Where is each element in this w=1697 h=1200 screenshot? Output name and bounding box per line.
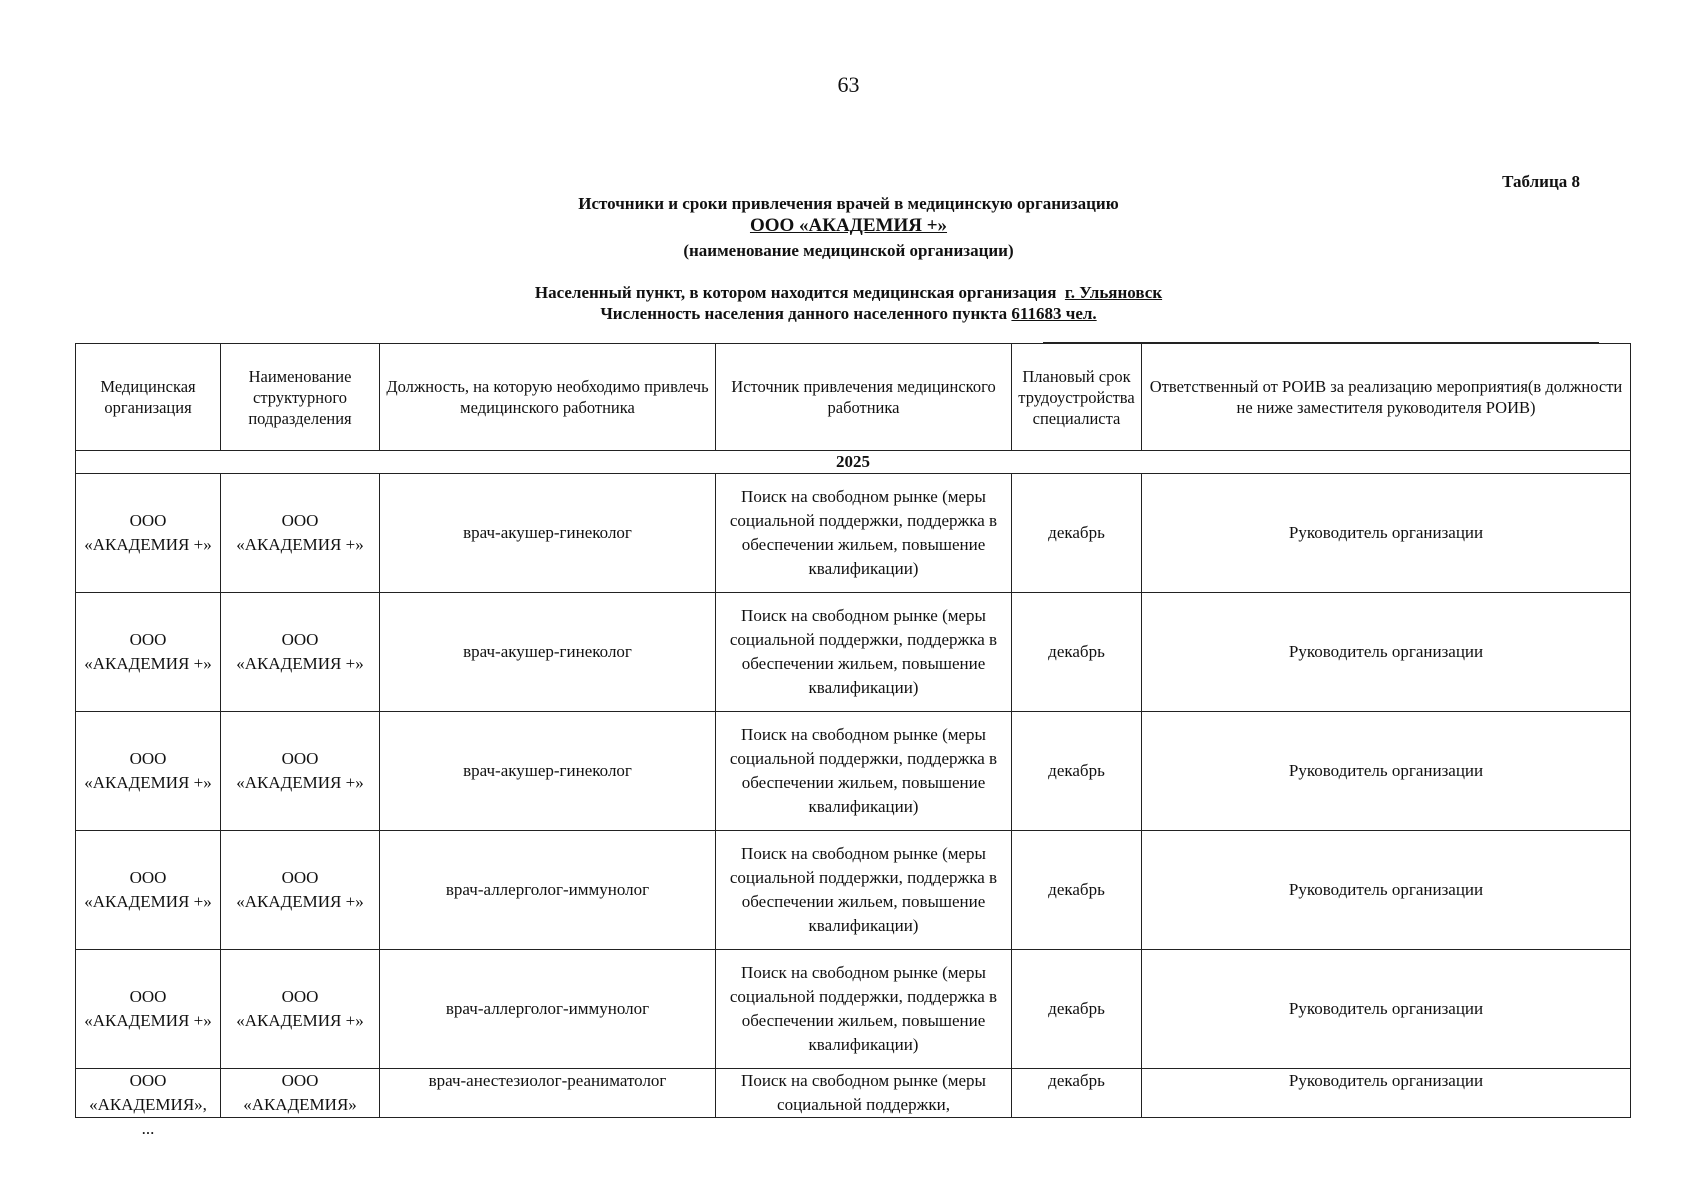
header-cell: Плановый срок трудоустройства специалиста — [1012, 344, 1142, 451]
unit-cell: ООО «АКАДЕМИЯ +» — [221, 831, 380, 950]
locality-line — [0, 282, 1697, 304]
locality-label: Населенный пункт, в котором находится медицинская организация — [534, 283, 1057, 302]
position-cell: врач-аллерголог-иммунолог — [380, 950, 716, 1069]
responsible-cell: Руководитель организации — [1142, 1069, 1631, 1118]
responsible-cell: Руководитель организации — [1142, 712, 1631, 831]
organization-caption: (наименование медицинской организации) — [683, 241, 1014, 260]
doctors-table — [75, 343, 1631, 1138]
term-cell: декабрь — [1012, 831, 1142, 950]
term-cell: декабрь — [1012, 1069, 1142, 1118]
unit-cell: ООО «АКАДЕМИЯ +» — [221, 712, 380, 831]
org-cell: ООО «АКАДЕМИЯ +» — [76, 950, 221, 1069]
page-number: 63 — [837, 72, 860, 97]
org-cell: ООО «АКАДЕМИЯ +» — [76, 712, 221, 831]
org-cell-text: ООО «АКАДЕМИЯ», ... — [89, 1071, 207, 1138]
table-row — [76, 1069, 1631, 1118]
header-cell: Медицинская организация — [76, 344, 221, 451]
responsible-cell: Руководитель организации — [1142, 474, 1631, 593]
header-cell: Ответственный от РОИВ за реализацию мероприятия(в должности не ниже заместителя руководителя РОИВ) — [1142, 344, 1631, 451]
table-row — [76, 593, 1631, 712]
population-line — [0, 303, 1697, 325]
table-label: Таблица 8 — [1502, 172, 1580, 191]
table-header-row — [76, 344, 1631, 451]
org-cell: ООО «АКАДЕМИЯ +» — [76, 593, 221, 712]
organization-name: ООО «АКАДЕМИЯ +» — [749, 215, 948, 236]
org-cell: ООО «АКАДЕМИЯ +» — [76, 474, 221, 593]
header-cell: Наименование структурного подразделения — [221, 344, 380, 451]
position-cell: врач-акушер-гинеколог — [380, 474, 716, 593]
source-cell: Поиск на свободном рынке (меры социальной поддержки, поддержка в обеспечении жильем, повышение квалификации) — [716, 593, 1012, 712]
table-row — [76, 474, 1631, 593]
responsible-cell: Руководитель организации — [1142, 950, 1631, 1069]
position-cell: врач-анестезиолог-реаниматолог — [380, 1069, 716, 1118]
org-cell — [76, 1069, 221, 1138]
population-label: Численность населения данного населенного пункта — [600, 304, 1008, 323]
term-cell: декабрь — [1012, 712, 1142, 831]
unit-cell-text: ООО «АКАДЕМИЯ» — [243, 1071, 357, 1114]
source-cell: Поиск на свободном рынке (меры социальной поддержки, поддержка в обеспечении жильем, повышение квалификации) — [716, 950, 1012, 1069]
source-cell: Поиск на свободном рынке (меры социальной поддержки, поддержка в обеспечении жильем, повышение квалификации) — [716, 474, 1012, 593]
term-cell: декабрь — [1012, 593, 1142, 712]
position-cell: врач-аллерголог-иммунолог — [380, 831, 716, 950]
source-cell — [716, 1069, 1012, 1118]
unit-cell: ООО «АКАДЕМИЯ +» — [221, 474, 380, 593]
header-cell: Источник привлечения медицинского работника — [716, 344, 1012, 451]
table-row — [76, 712, 1631, 831]
document-title: Источники и сроки привлечения врачей в медицинскую организацию — [578, 194, 1119, 213]
year-row — [76, 451, 1631, 474]
unit-cell: ООО «АКАДЕМИЯ +» — [221, 950, 380, 1069]
org-cell: ООО «АКАДЕМИЯ +» — [76, 831, 221, 950]
source-cell: Поиск на свободном рынке (меры социальной поддержки, поддержка в обеспечении жильем, повышение квалификации) — [716, 831, 1012, 950]
locality-value: г. Ульяновск — [1064, 283, 1163, 302]
header-cell: Должность, на которую необходимо привлечь медицинского работника — [380, 344, 716, 451]
responsible-cell: Руководитель организации — [1142, 831, 1631, 950]
position-cell: врач-акушер-гинеколог — [380, 593, 716, 712]
position-cell: врач-акушер-гинеколог — [380, 712, 716, 831]
term-cell: декабрь — [1012, 474, 1142, 593]
unit-cell: ООО «АКАДЕМИЯ +» — [221, 593, 380, 712]
table-row — [76, 831, 1631, 950]
population-value: 611683 чел. — [1011, 304, 1097, 323]
source-cell-text: Поиск на свободном рынке (меры социальной поддержки, — [741, 1071, 986, 1114]
table-row — [76, 950, 1631, 1069]
year-cell: 2025 — [76, 451, 1631, 474]
term-cell: декабрь — [1012, 950, 1142, 1069]
responsible-cell: Руководитель организации — [1142, 593, 1631, 712]
unit-cell — [221, 1069, 380, 1118]
source-cell: Поиск на свободном рынке (меры социальной поддержки, поддержка в обеспечении жильем, повышение квалификации) — [716, 712, 1012, 831]
